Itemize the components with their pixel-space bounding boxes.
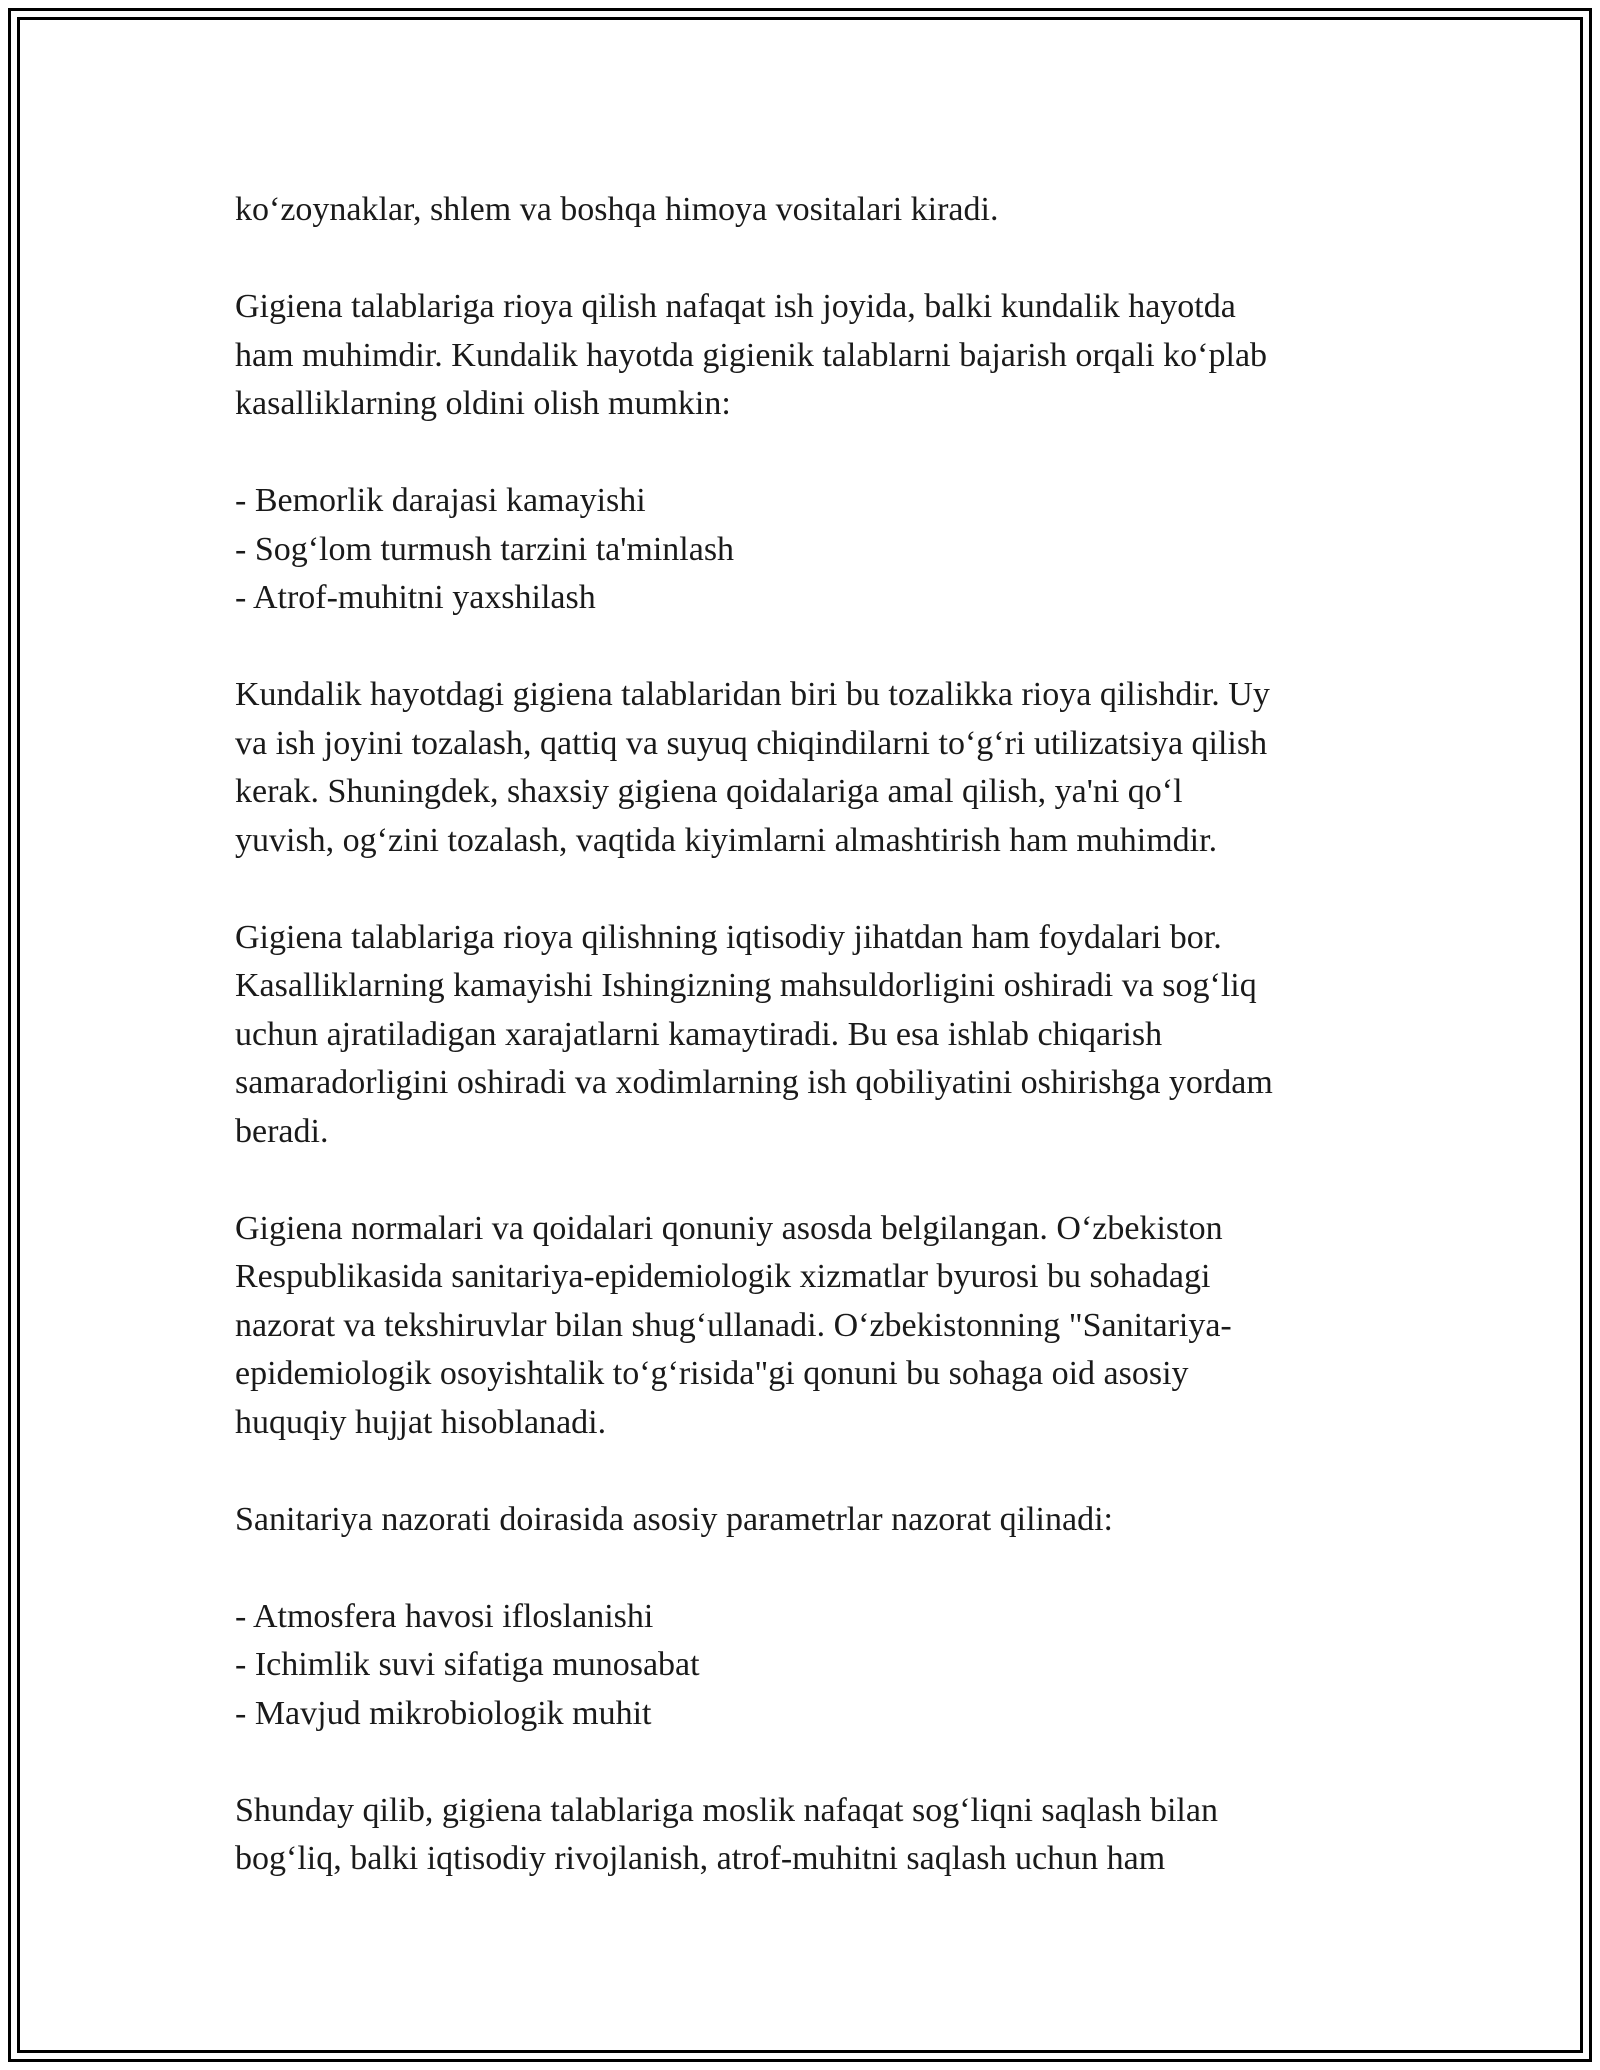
list-item: - Atmosfera havosi ifloslanishi [235,1597,654,1635]
parameters-list [235,1593,1370,1739]
list-item: - Atrof-muhitni yaxshilash [235,579,596,616]
paragraph-daily-hygiene: Gigiena talablariga rioya qilish nafaqat ish joyida, balki kundalik hayotda ham muhimdir. Kundalik hayotda gigienik talablarni bajarish orqali ko‘plab kasalliklarning oldini olish mumkin: [235,288,1268,422]
paragraph-cleanliness: Kundalik hayotdagi gigiena talablaridan biri bu tozalikka rioya qilishdir. Uy va ish joyini tozalash, qattiq va suyuq chiqindilarni to‘g‘ri utilizatsiya qilish kerak. Shuningdek, shaxsiy gigiena qoidalariga amal qilish, ya'ni qo‘l yuvish, og‘zini tozalash, vaqtida kiyimlarni almashtirish ham muhimdir. [235,676,1270,859]
document-body [235,186,1370,1932]
paragraph-economic: Gigiena talablariga rioya qilishning iqtisodiy jihatdan ham foydalari bor. Kasalliklarning kamayishi Ishingizning mahsuldorligini oshiradi va sog‘liq uchun ajratiladigan xarajatlarni kamaytiradi. Bu esa ishlab chiqarish samaradorligini oshiradi va xodimlarning ish qobiliyatini oshirishga yordam beradi. [235,918,1273,1150]
benefits-list [235,477,1370,623]
paragraph-sanitary-control: Sanitariya nazorati doirasida asosiy parametrlar nazorat qilinadi: [235,1500,1113,1538]
list-item: - Bemorlik darajasi kamayishi [235,482,646,519]
list-item: - Sog‘lom turmush tarzini ta'minlash [235,530,735,568]
paragraph-conclusion: Shunday qilib, gigiena talablariga moslik nafaqat sog‘liqni saqlash bilan bog‘liq, balki iqtisodiy rivojlanish, atrof-muhitni saqlash uchun ham [235,1791,1218,1877]
list-item: - Mavjud mikrobiologik muhit [235,1694,652,1732]
paragraph-legal: Gigiena normalari va qoidalari qonuniy asosda belgilangan. O‘zbekiston Respublikasida sanitariya-epidemiologik xizmatlar byurosi bu sohadagi nazorat va tekshiruvlar bilan shug‘ullanadi. O‘zbekistonning "Sanitariya- epidemiologik osoyishtalik to‘g‘risida"gi qonuni bu sohaga oid asosiy huquqiy hujjat hisoblanadi. [235,1209,1232,1441]
list-item: - Ichimlik suvi sifatiga munosabat [235,1646,700,1683]
paragraph-intro: ko‘zoynaklar, shlem va boshqa himoya vositalari kiradi. [235,191,999,228]
